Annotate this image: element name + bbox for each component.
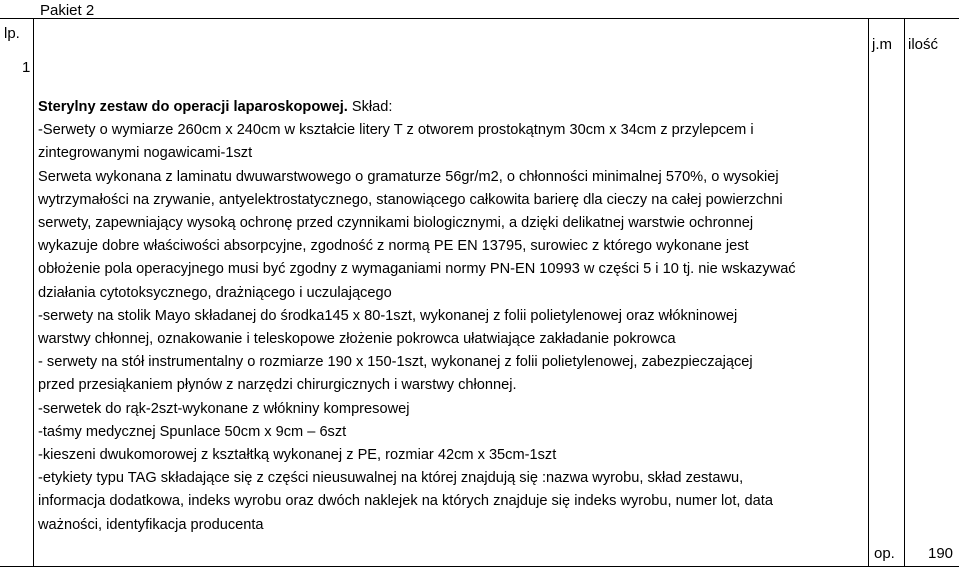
description-line: serwety, zapewniający wysoką ochronę przed czynnikami biologicznymi, a dzięki delikatnej warstwie ochronnej (38, 215, 754, 232)
description-title-rest: Skład: (347, 99, 393, 115)
row-unit: op. (874, 545, 895, 562)
table-top-border (0, 18, 959, 19)
description-line: -kieszeni dwukomorowej z kształtką wykonanej z PE, rozmiar 42cm x 35cm-1szt (38, 447, 557, 464)
description-line: -etykiety typu TAG składające się z części nieusuwalnej na której znajdują się :nazwa wyrobu, skład zestawu, (38, 470, 744, 487)
description-line: ważności, identyfikacja producenta (38, 516, 264, 533)
row-qty: 190 (928, 545, 954, 562)
package-title: Pakiet 2 (40, 2, 95, 19)
item-description (38, 96, 918, 537)
description-line: - serwety na stół instrumentalny o rozmiarze 190 x 150-1szt, wykonanej z folii polietylenowej, zabezpieczającej (38, 354, 753, 371)
description-line: zintegrowanymi nogawicami-1szt (38, 145, 253, 162)
description-line: -serwetek do rąk-2szt-wykonane z włókniny kompresowej (38, 400, 410, 417)
description-line: wykazuje dobre właściwości absorpcyjne, zgodność z normą PE EN 13795, surowiec z którego wykonane jest (38, 238, 749, 255)
description-line: warstwy chłonnej, oznakowanie i teleskopowe złożenie pokrowca ułatwiające zakładanie pokrowca (38, 331, 676, 348)
header-qty: ilość (908, 36, 939, 53)
description-line: Serweta wykonana z laminatu dwuwarstwowego o gramaturze 56gr/m2, o chłonności minimalnej 570%, o wysokiej (38, 168, 779, 185)
description-title-bold: Sterylny zestaw do operacji laparoskopowej. (38, 99, 348, 115)
column-divider-lp (33, 18, 34, 567)
description-line: -serwety na stolik Mayo składanej do środka145 x 80-1szt, wykonanej z folii polietylenowej oraz włókninowej (38, 307, 738, 324)
description-line: obłożenie pola operacyjnego musi być zgodny z wymaganiami normy PN-EN 10993 w części 5 i 10 tj. nie wskazywać (38, 261, 796, 278)
description-line: działania cytotoksycznego, drażniącego i uczulającego (38, 284, 392, 301)
description-line: wytrzymałości na zrywanie, antyelektrostatycznego, stanowiącego całkowita barierę dla cieczy na całej powierzchni (38, 191, 783, 208)
row-number: 1 (22, 59, 31, 76)
description-line: informacja dodatkowa, indeks wyrobu oraz dwóch naklejek na których znajduje się indeks wyrobu, numer lot, data (38, 493, 773, 510)
header-unit: j.m (872, 36, 892, 53)
header-lp: lp. (4, 25, 20, 42)
description-line: -taśmy medycznej Spunlace 50cm x 9cm – 6szt (38, 423, 347, 440)
description-title-line (38, 96, 918, 119)
description-line: przed przesiąkaniem płynów z narzędzi chirurgicznych i warstwy chłonnej. (38, 377, 517, 394)
description-line: -Serwety o wymiarze 260cm x 240cm w kształcie litery T z otworem prostokątnym 30cm x 34cm z przylepcem i (38, 122, 754, 139)
